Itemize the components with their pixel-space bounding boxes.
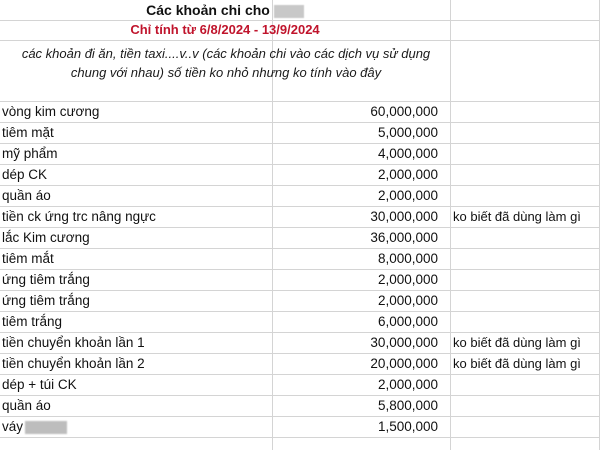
table-row bbox=[0, 290, 600, 311]
expense-item-cell[interactable] bbox=[2, 395, 51, 416]
expense-item-text: váy bbox=[2, 419, 24, 434]
expense-amount-cell[interactable]: 8,000,000 bbox=[377, 251, 438, 266]
note-text[interactable]: các khoản đi ăn, tiền taxi....v..v (các khoản chi vào các dịch vụ sử dụng chung với nhau) số tiền ko nhỏ nhưng ko tính vào đây bbox=[21, 46, 431, 80]
table-row bbox=[0, 185, 600, 206]
expense-amount-cell[interactable]: 2,000,000 bbox=[377, 293, 438, 308]
expense-amount-cell[interactable]: 30,000,000 bbox=[370, 209, 438, 224]
expense-item-text: tiền ck ứng trc nâng ngực bbox=[2, 209, 156, 224]
table-row bbox=[0, 395, 600, 416]
expense-item-cell[interactable] bbox=[2, 185, 51, 206]
expense-amount-cell[interactable]: 36,000,000 bbox=[370, 230, 438, 245]
expense-amount-cell[interactable]: 2,000,000 bbox=[377, 167, 438, 182]
comment-cell[interactable]: ko biết đã dùng làm gì bbox=[453, 356, 581, 371]
expense-amount-cell[interactable]: 5,800,000 bbox=[377, 398, 438, 413]
expense-amount-cell[interactable]: 1,500,000 bbox=[377, 419, 438, 434]
expense-item-text: mỹ phẩm bbox=[2, 146, 58, 161]
expense-item-cell[interactable] bbox=[2, 332, 145, 353]
expense-amount-cell[interactable]: 60,000,000 bbox=[370, 104, 438, 119]
expense-item-cell[interactable] bbox=[2, 143, 58, 164]
expense-item-cell[interactable] bbox=[2, 353, 145, 374]
table-row bbox=[0, 416, 600, 437]
expense-amount-cell[interactable]: 2,000,000 bbox=[377, 188, 438, 203]
expense-item-text: quần áo bbox=[2, 398, 51, 413]
expense-amount-cell[interactable]: 5,000,000 bbox=[377, 125, 438, 140]
expense-amount-cell[interactable]: 6,000,000 bbox=[377, 314, 438, 329]
expense-item-cell[interactable] bbox=[2, 416, 67, 437]
expense-amount-cell[interactable]: 30,000,000 bbox=[370, 335, 438, 350]
expense-item-text: tiêm trắng bbox=[2, 314, 63, 329]
expense-item-text: tiêm mặt bbox=[2, 125, 54, 140]
expense-amount-cell[interactable]: 4,000,000 bbox=[377, 146, 438, 161]
comment-cell[interactable]: ko biết đã dùng làm gì bbox=[453, 335, 581, 350]
table-row bbox=[0, 164, 600, 185]
expense-item-text: tiền chuyển khoản lần 1 bbox=[2, 335, 145, 350]
expense-item-text: ứng tiêm trắng bbox=[2, 272, 90, 287]
expense-amount-cell[interactable]: 20,000,000 bbox=[370, 356, 438, 371]
expense-item-cell[interactable] bbox=[2, 311, 62, 332]
expense-item-cell[interactable] bbox=[2, 122, 54, 143]
expense-item-cell[interactable] bbox=[2, 206, 156, 227]
table-row bbox=[0, 122, 600, 143]
expense-item-cell[interactable] bbox=[2, 101, 99, 122]
expense-item-cell[interactable] bbox=[2, 374, 77, 395]
expense-item-text: tiêm mắt bbox=[2, 251, 54, 266]
comment-cell[interactable]: ko biết đã dùng làm gì bbox=[453, 209, 581, 224]
table-row bbox=[0, 269, 600, 290]
expense-item-cell[interactable] bbox=[2, 248, 54, 269]
date-range[interactable]: Chỉ tính từ 6/8/2024 - 13/9/2024 bbox=[130, 22, 320, 37]
table-row bbox=[0, 143, 600, 164]
table-row bbox=[0, 332, 600, 353]
expense-amount-cell[interactable]: 2,000,000 bbox=[377, 272, 438, 287]
redacted-text bbox=[25, 421, 67, 434]
table-row bbox=[0, 227, 600, 248]
expense-item-text: dép CK bbox=[2, 167, 48, 182]
expense-item-text: lắc Kim cương bbox=[2, 230, 90, 245]
expense-item-cell[interactable] bbox=[2, 290, 90, 311]
expense-item-text: quần áo bbox=[2, 188, 51, 203]
expense-item-cell[interactable] bbox=[2, 227, 90, 248]
table-row bbox=[0, 353, 600, 374]
table-row bbox=[0, 248, 600, 269]
expense-item-text: vòng kim cương bbox=[2, 104, 100, 119]
sheet-title-text: Các khoản chi cho bbox=[146, 2, 270, 18]
table-row bbox=[0, 374, 600, 395]
expense-item-text: dép + túi CK bbox=[2, 377, 77, 392]
sheet-title[interactable] bbox=[0, 0, 450, 20]
redacted-name bbox=[274, 5, 304, 18]
table-row bbox=[0, 311, 600, 332]
table-row bbox=[0, 206, 600, 227]
expense-item-cell[interactable] bbox=[2, 269, 90, 290]
expense-item-text: tiền chuyển khoản lần 2 bbox=[2, 356, 145, 371]
table-row bbox=[0, 101, 600, 122]
expense-amount-cell[interactable]: 2,000,000 bbox=[377, 377, 438, 392]
expense-item-text: ứng tiêm trắng bbox=[2, 293, 90, 308]
expense-item-cell[interactable] bbox=[2, 164, 47, 185]
